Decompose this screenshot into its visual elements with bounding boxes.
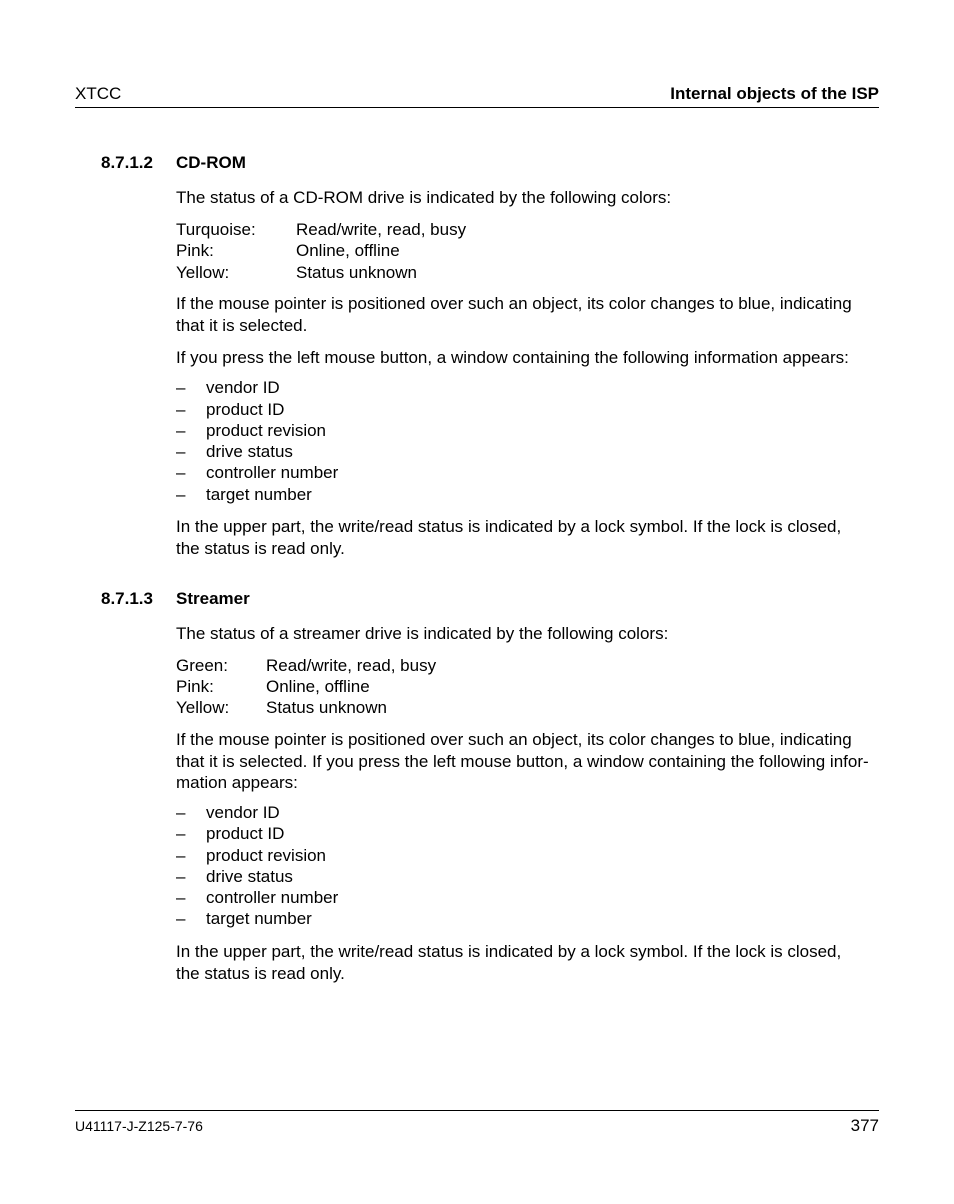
- running-header-left: XTCC: [75, 84, 122, 103]
- color-row: [176, 655, 436, 676]
- list-item-text: product revision: [206, 846, 327, 865]
- list-item: [176, 846, 326, 866]
- list-item-text: product ID: [206, 400, 285, 419]
- dash-bullet: –: [176, 867, 186, 886]
- color-value: Read/write, read, busy: [266, 656, 437, 675]
- list-item-text: drive status: [206, 867, 293, 886]
- dash-bullet: –: [176, 378, 186, 397]
- list-item: [176, 803, 280, 823]
- color-row: [176, 219, 466, 240]
- running-header-right: Internal objects of the ISP: [670, 84, 879, 103]
- color-value: Read/write, read, busy: [296, 220, 467, 239]
- footer-rule: [75, 1110, 879, 1111]
- dash-bullet: –: [176, 463, 186, 482]
- section-number: 8.7.1.3: [101, 589, 153, 608]
- text-line: that it is selected.: [176, 315, 308, 335]
- list-item: [176, 888, 338, 908]
- dash-bullet: –: [176, 888, 186, 907]
- text-line: In the upper part, the write/read status is indicated by a lock symbol. If the lock is closed,: [176, 517, 842, 536]
- color-row: [176, 697, 387, 718]
- intro-paragraph: The status of a CD-ROM drive is indicated by the following colors:: [176, 188, 672, 207]
- list-item: [176, 909, 312, 929]
- list-item-text: product ID: [206, 824, 285, 843]
- dash-bullet: –: [176, 421, 186, 440]
- intro-paragraph: The status of a streamer drive is indicated by the following colors:: [176, 624, 669, 643]
- list-item-text: controller number: [206, 888, 339, 907]
- color-value: Status unknown: [296, 263, 417, 282]
- list-item-text: target number: [206, 909, 312, 928]
- text-line: that it is selected. If you press the left mouse button, a window containing the following infor-: [176, 751, 869, 771]
- color-value: Online, offline: [296, 241, 400, 260]
- color-label: Turquoise:: [176, 220, 256, 239]
- dash-bullet: –: [176, 824, 186, 843]
- dash-bullet: –: [176, 803, 186, 822]
- text-line: the status is read only.: [176, 963, 345, 983]
- page-number: 377: [850, 1116, 879, 1135]
- section-title: CD-ROM: [176, 153, 246, 172]
- dash-bullet: –: [176, 909, 186, 928]
- list-item-text: drive status: [206, 442, 293, 461]
- lock-paragraph: [176, 516, 880, 559]
- color-row: [176, 676, 370, 697]
- color-row: [176, 240, 400, 261]
- list-item: [176, 867, 293, 887]
- footer-doc-id: U41117-J-Z125-7-76: [75, 1118, 203, 1134]
- list-item-text: vendor ID: [206, 803, 280, 822]
- list-item: [176, 378, 280, 398]
- dash-bullet: –: [176, 400, 186, 419]
- section-title: Streamer: [176, 589, 250, 608]
- list-item: [176, 824, 284, 844]
- color-label: Yellow:: [176, 698, 230, 717]
- list-item: [176, 463, 338, 483]
- color-label: Pink:: [176, 677, 214, 696]
- color-value: Status unknown: [266, 698, 387, 717]
- text-line: If the mouse pointer is positioned over such an object, its color changes to blue, indicating: [176, 730, 852, 749]
- list-item: [176, 400, 284, 420]
- list-item-text: vendor ID: [206, 378, 280, 397]
- list-item: [176, 421, 326, 441]
- color-label: Yellow:: [176, 263, 230, 282]
- color-label: Pink:: [176, 241, 214, 260]
- lock-paragraph: [176, 941, 880, 984]
- list-item-text: target number: [206, 485, 312, 504]
- color-row: [176, 262, 417, 283]
- dash-bullet: –: [176, 846, 186, 865]
- hover-paragraph: [176, 729, 880, 794]
- click-paragraph: If you press the left mouse button, a window containing the following information appears:: [176, 348, 849, 367]
- header-rule: [75, 107, 879, 108]
- color-label: Green:: [176, 656, 228, 675]
- color-value: Online, offline: [266, 677, 370, 696]
- text-line: If the mouse pointer is positioned over such an object, its color changes to blue, indicating: [176, 294, 852, 313]
- list-item: [176, 442, 293, 462]
- text-line: the status is read only.: [176, 538, 345, 558]
- section-number: 8.7.1.2: [101, 153, 153, 172]
- list-item-text: controller number: [206, 463, 339, 482]
- text-line: In the upper part, the write/read status is indicated by a lock symbol. If the lock is closed,: [176, 942, 842, 961]
- dash-bullet: –: [176, 442, 186, 461]
- hover-paragraph: [176, 293, 880, 336]
- list-item: [176, 485, 312, 505]
- list-item-text: product revision: [206, 421, 327, 440]
- text-line: mation appears:: [176, 773, 298, 792]
- dash-bullet: –: [176, 485, 186, 504]
